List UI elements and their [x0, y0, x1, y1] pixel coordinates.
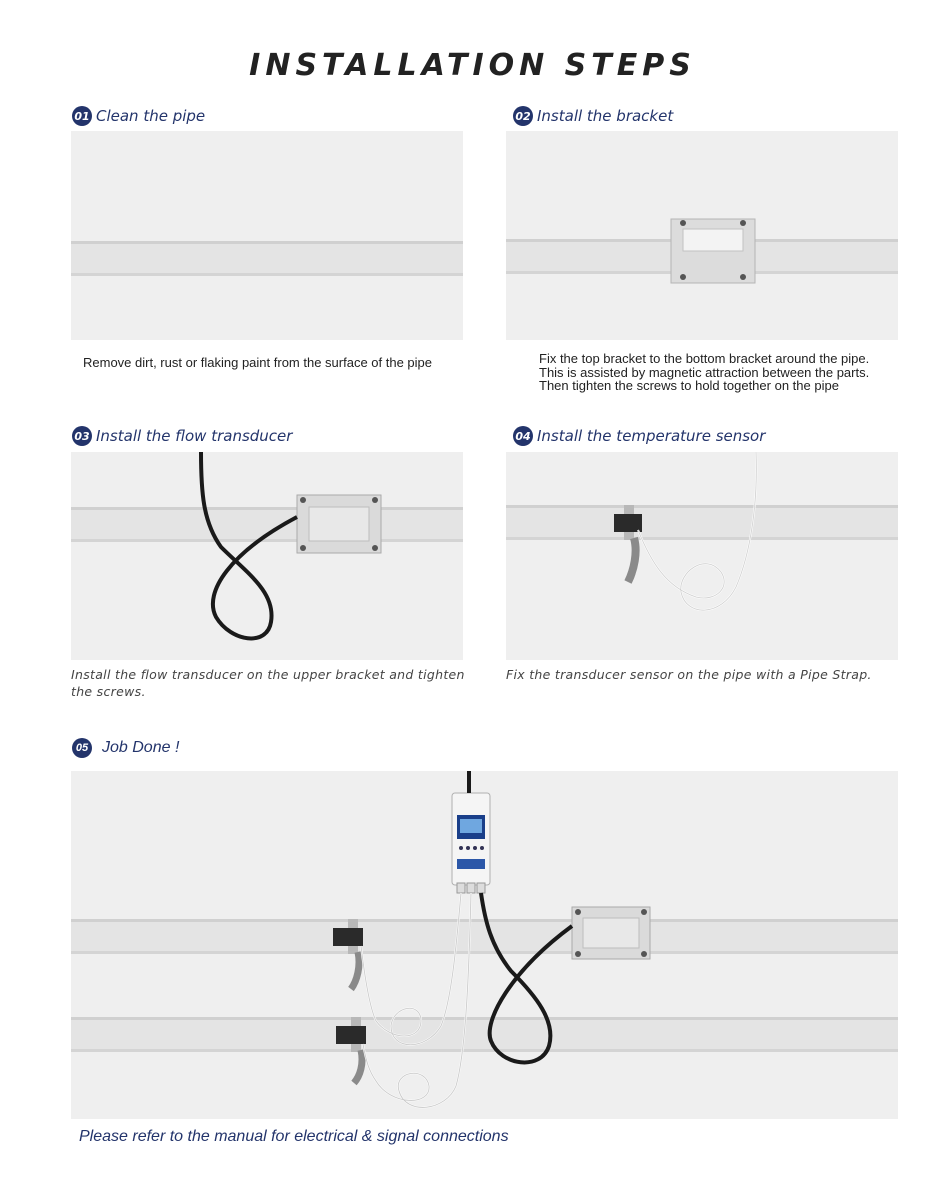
- step-3-title: Install the flow transducer: [96, 427, 293, 445]
- step-4-title: Install the temperature sensor: [537, 427, 766, 445]
- step-1-heading: [72, 106, 205, 126]
- step-5-image: [71, 771, 898, 1119]
- step-2-title: Install the bracket: [537, 107, 674, 125]
- step-1-description: Remove dirt, rust or flaking paint from the surface of the pipe: [83, 355, 433, 370]
- step-5-heading: [72, 738, 179, 758]
- step-2-badge: 02: [513, 106, 533, 126]
- step-2-description: Fix the top bracket to the bottom bracket around the pipe. This is assisted by magnetic attraction between the parts. Then tighten the screws to hold together on the pipe: [539, 351, 870, 393]
- step-1-badge: 01: [72, 106, 92, 126]
- step-4-heading: [513, 426, 765, 446]
- step-5-title: Job Done !: [102, 739, 180, 756]
- step-5-badge: 05: [72, 738, 92, 758]
- step-2-heading: [513, 106, 673, 126]
- step-2-image: [506, 131, 898, 340]
- step-4-image: [506, 452, 898, 660]
- step-4-description: Fix the transducer sensor on the pipe with a Pipe Strap.: [506, 667, 872, 682]
- footer-note: Please refer to the manual for electrical & signal connections: [79, 1128, 509, 1145]
- step-3-heading: [72, 426, 292, 446]
- step-1-title: Clean the pipe: [96, 107, 206, 125]
- page-title: INSTALLATION STEPS: [249, 48, 696, 83]
- step-3-description: Install the flow transducer on the upper bracket and tighten the screws.: [71, 667, 465, 699]
- step-3-badge: 03: [72, 426, 92, 446]
- step-4-badge: 04: [513, 426, 533, 446]
- step-1-image: [71, 131, 463, 340]
- step-3-image: [71, 452, 463, 660]
